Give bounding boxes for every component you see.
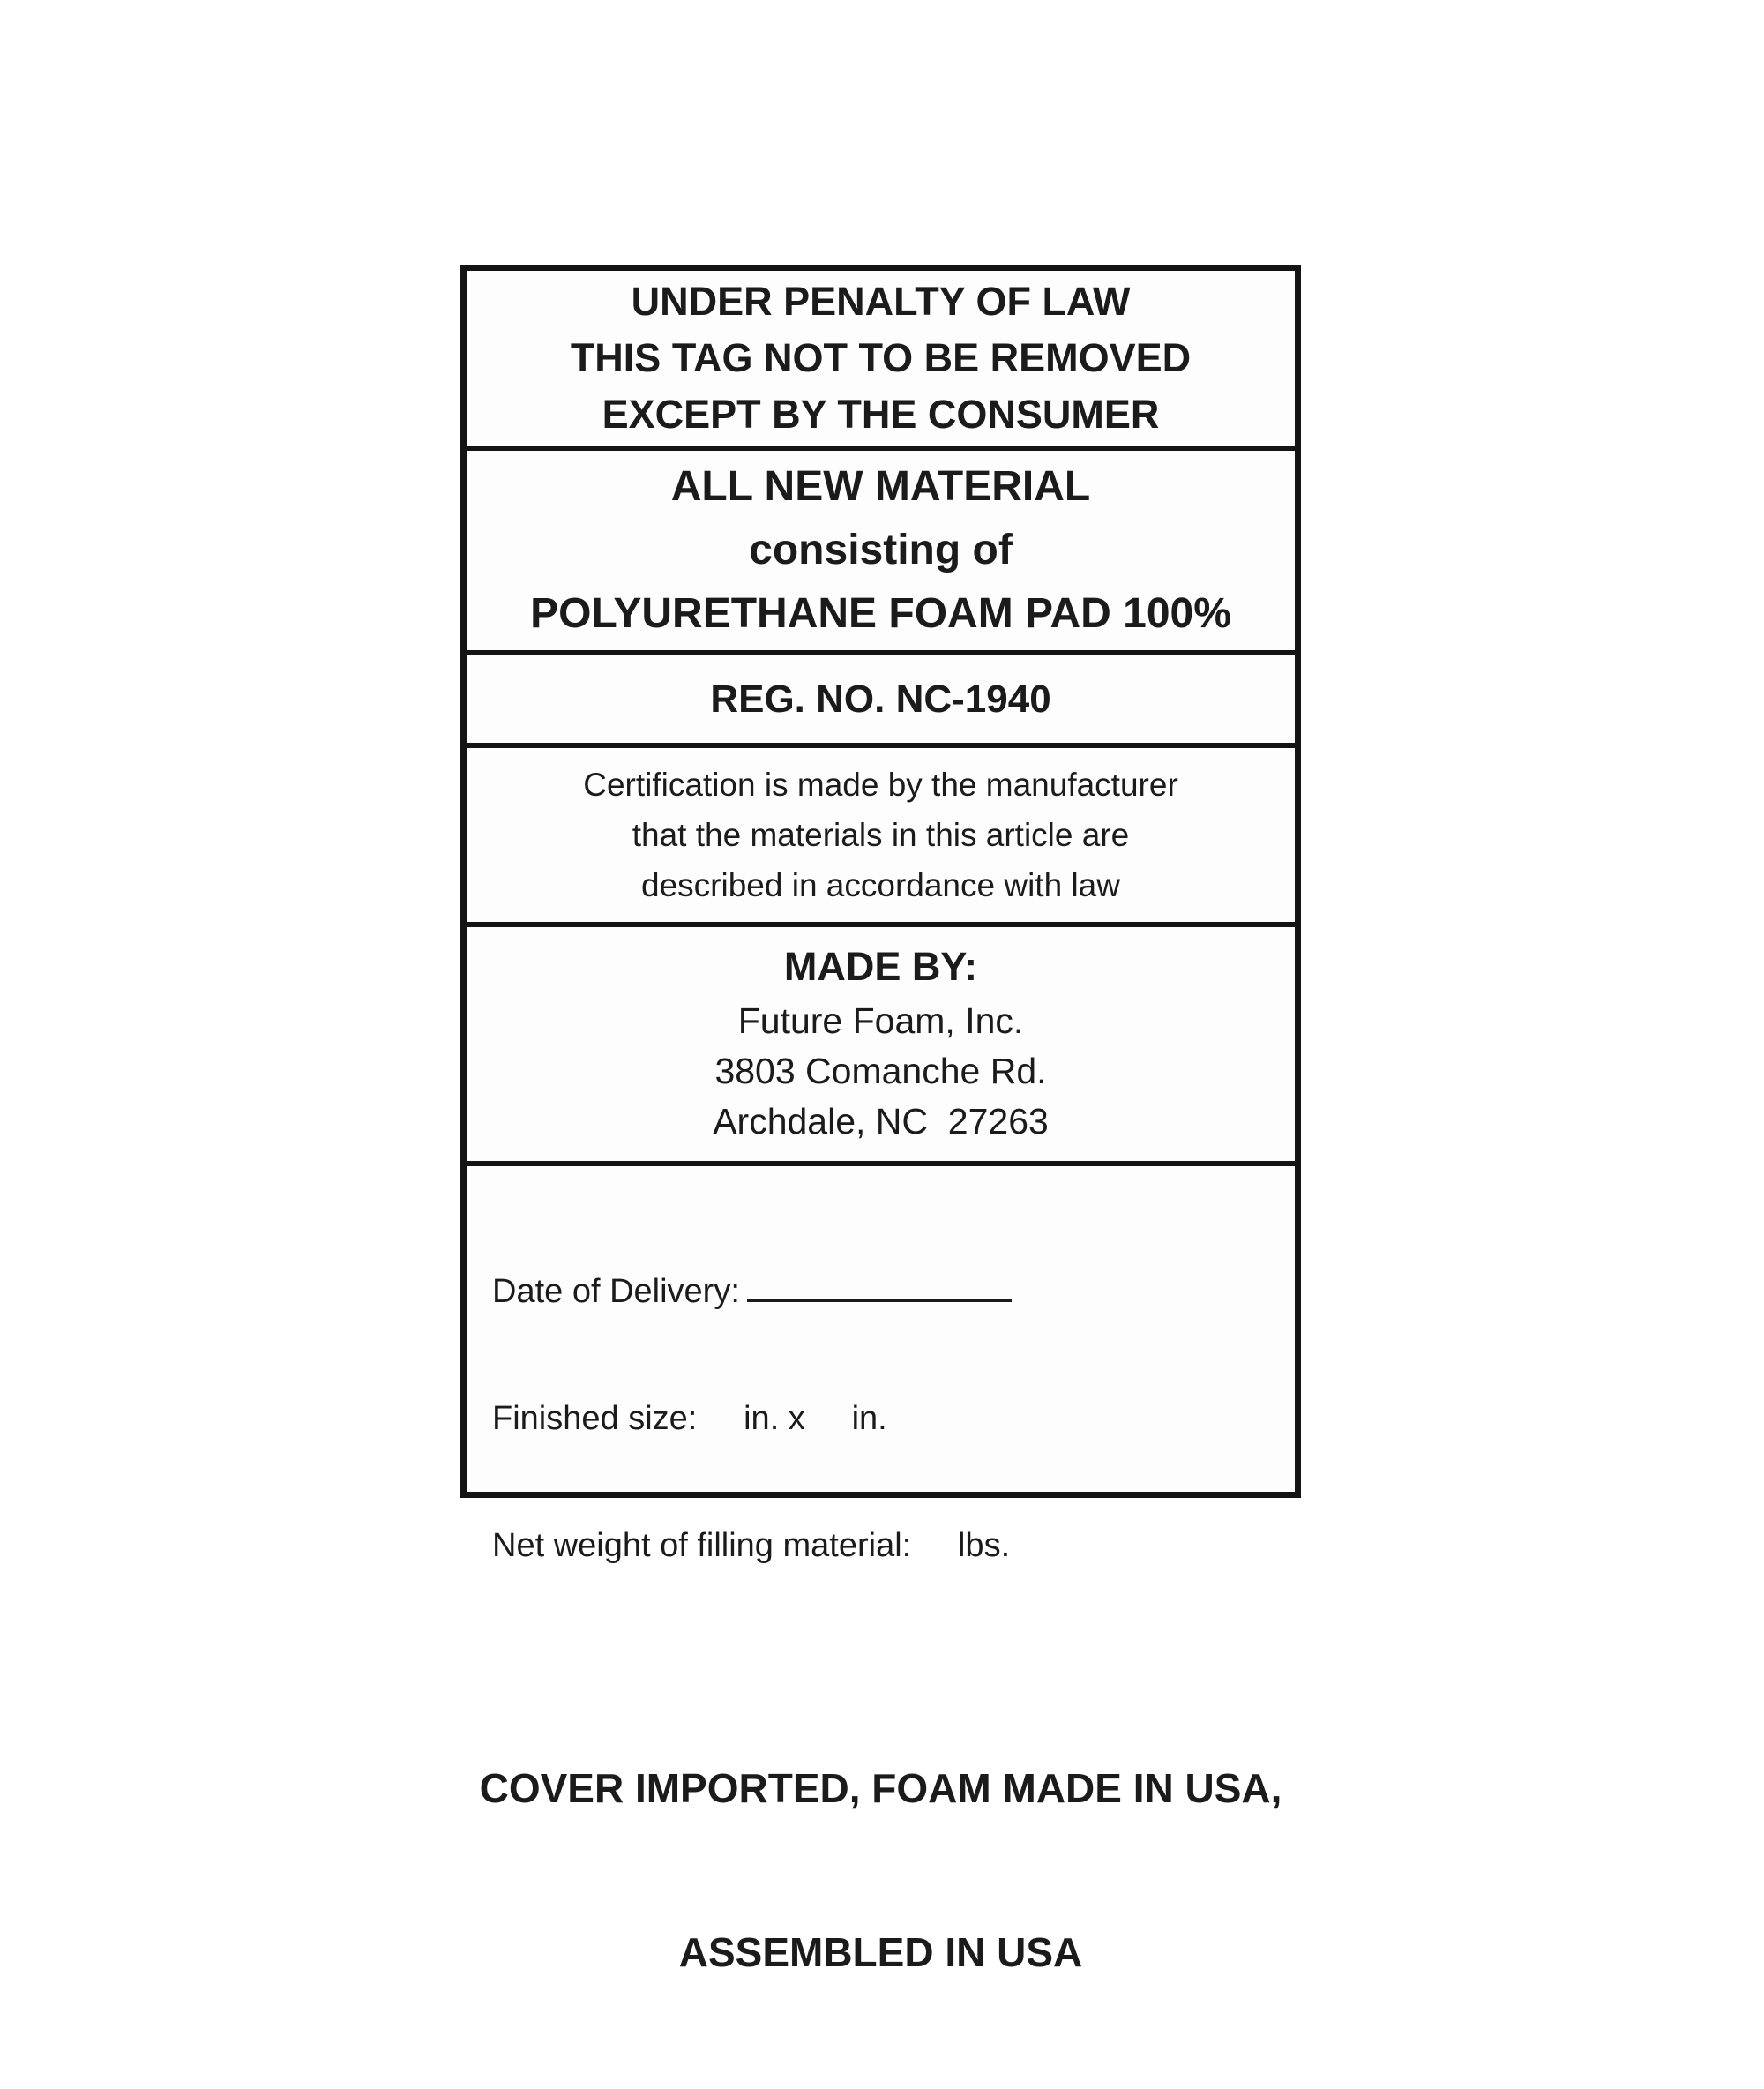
made-by-company: Future Foam, Inc. xyxy=(737,1000,1024,1041)
law-label-tag xyxy=(460,265,1301,1975)
material-line-3: POLYURETHANE FOAM PAD 100% xyxy=(530,590,1231,637)
certification-section xyxy=(467,748,1295,927)
made-by-section xyxy=(467,927,1295,1166)
material-line-1: ALL NEW MATERIAL xyxy=(670,463,1091,510)
delivery-form xyxy=(492,1186,1295,1651)
made-by-street: 3803 Comanche Rd. xyxy=(714,1051,1047,1091)
net-weight-row: Net weight of filling material: lbs. xyxy=(492,1527,1011,1564)
delivery-details-section xyxy=(467,1166,1295,1975)
made-by-heading: MADE BY: xyxy=(783,944,978,989)
penalty-line-3: EXCEPT BY THE CONSUMER xyxy=(602,392,1160,437)
penalty-line-2: THIS TAG NOT TO BE REMOVED xyxy=(570,335,1192,380)
certification-line-3: described in accordance with law xyxy=(641,867,1120,903)
date-of-delivery-row xyxy=(492,1270,1295,1313)
penalty-line-1: UNDER PENALTY OF LAW xyxy=(631,279,1131,324)
registration-number: REG. NO. NC-1940 xyxy=(710,677,1051,721)
date-of-delivery-label: Date of Delivery: xyxy=(492,1273,740,1310)
date-of-delivery-blank xyxy=(747,1299,1012,1302)
origin-line-2: ASSEMBLED IN USA xyxy=(678,1929,1083,1975)
material-contents-section xyxy=(467,451,1295,655)
penalty-notice-section xyxy=(467,271,1295,451)
registration-number-section xyxy=(467,655,1295,748)
finished-size-row: Finished size: in. x in. xyxy=(492,1400,887,1437)
made-by-city-state-zip: Archdale, NC 27263 xyxy=(713,1101,1049,1142)
material-line-2: consisting of xyxy=(749,527,1013,573)
certification-line-1: Certification is made by the manufacturer xyxy=(583,767,1178,803)
origin-statement xyxy=(467,1651,1295,2089)
certification-line-2: that the materials in this article are xyxy=(632,817,1130,853)
origin-line-1: COVER IMPORTED, FOAM MADE IN USA, xyxy=(479,1765,1282,1811)
